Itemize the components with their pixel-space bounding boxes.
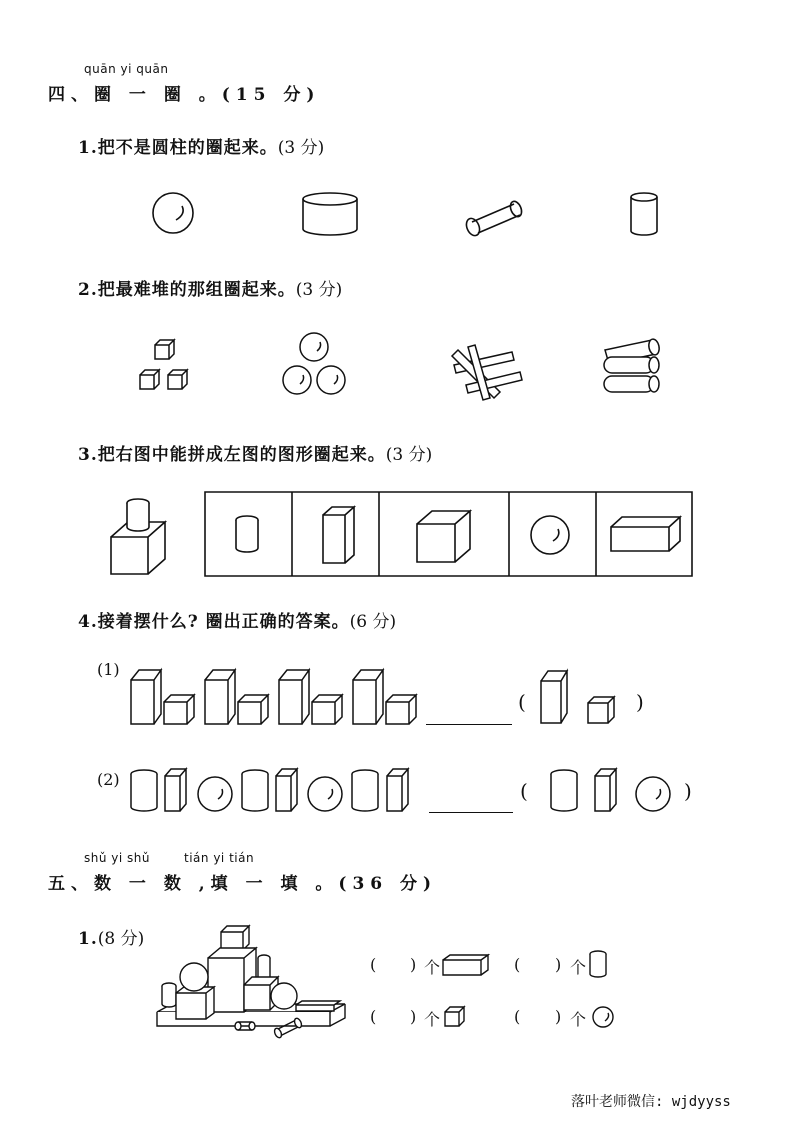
cuboid-icon: [443, 955, 488, 975]
section4-pinyin: quān yi quān: [84, 62, 169, 76]
cube-icon: [445, 1007, 464, 1026]
q4-row2-close-paren: ): [684, 779, 692, 803]
q4-title: 4.接着摆什么? 圈出正确的答案。(6 分): [78, 612, 397, 632]
section5-pinyin-fill: tián yi tián: [184, 851, 255, 865]
q1-title: 1.把不是圆柱的圈起来。(3 分): [78, 138, 325, 158]
count-cylinder-input[interactable]: [528, 955, 552, 975]
count-cylinder-close: ): [555, 955, 562, 974]
q4-row1-label: (1): [97, 660, 120, 679]
q4-row2-open-paren: (: [520, 779, 528, 803]
section4-heading: 四、圈 一 圈 。(15 分): [48, 85, 321, 105]
count-cube-close: ): [410, 1007, 417, 1026]
count-sphere-close: ): [555, 1007, 562, 1026]
count-cylinder-open: (: [514, 955, 521, 974]
sphere-icon: [593, 1007, 613, 1027]
count-cube-unit: 个: [424, 1010, 441, 1029]
q4-row1-close-paren: ): [636, 690, 644, 714]
count-cuboid-open: (: [370, 955, 377, 974]
count-cube-open: (: [370, 1007, 377, 1026]
count-cuboid-close: ): [410, 955, 417, 974]
count-sphere-unit: 个: [570, 1010, 587, 1029]
q2-title: 2.把最难堆的那组圈起来。(3 分): [78, 280, 343, 300]
section5-pinyin-count: shǔ yi shǔ: [84, 851, 150, 865]
footer-contact: 落叶老师微信: wjdyyss: [571, 1094, 731, 1110]
q3-title: 3.把右图中能拼成左图的图形圈起来。(3 分): [78, 445, 433, 465]
count-sphere-input[interactable]: [528, 1007, 552, 1027]
s5-q1-title: 1.(8 分): [78, 929, 145, 949]
count-cube-input[interactable]: [383, 1007, 407, 1027]
q4-row1-open-paren: (: [518, 690, 526, 714]
count-sphere-open: (: [514, 1007, 521, 1026]
cylinder-icon: [590, 951, 606, 977]
count-cylinder-unit: 个: [570, 958, 587, 977]
count-cuboid-unit: 个: [424, 958, 441, 977]
section5-heading: 五、数 一 数 ,填 一 填 。(36 分): [48, 874, 438, 894]
q4-row2-label: (2): [97, 770, 120, 789]
